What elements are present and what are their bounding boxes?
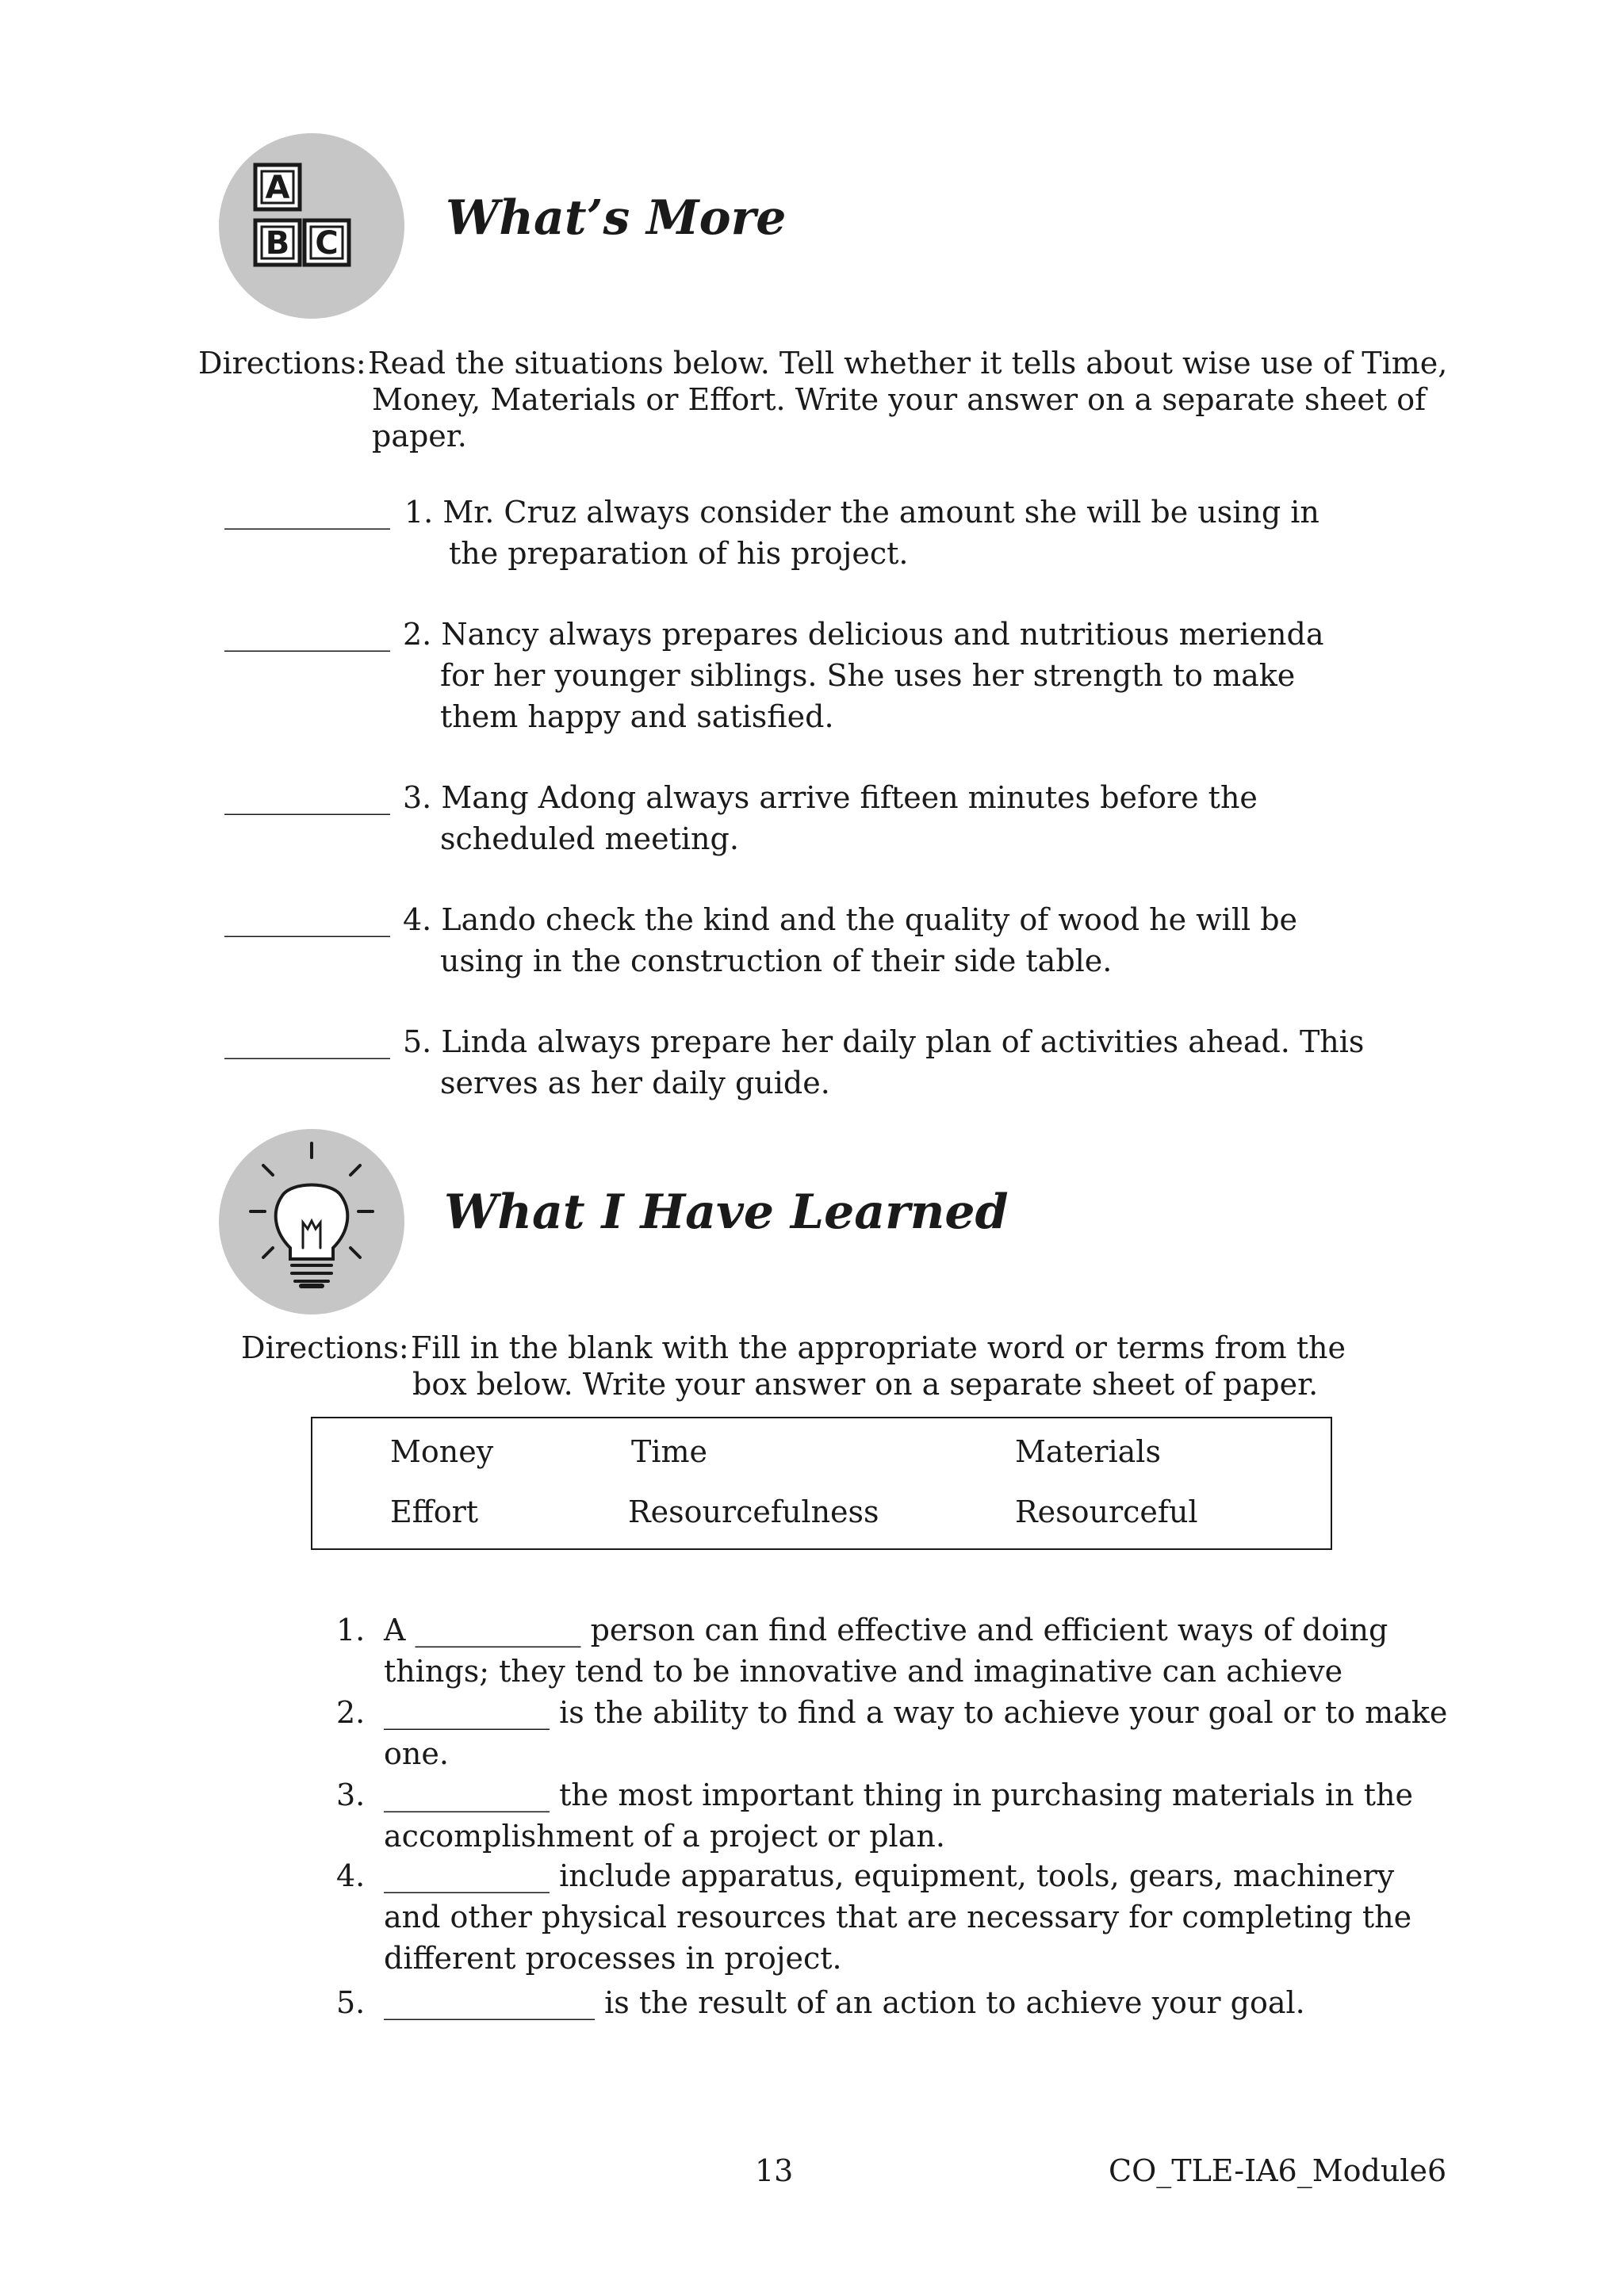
word-materials: Materials <box>1015 1434 1161 1469</box>
fill-blank-item: ___________ the most important thing in purchasing materials in the <box>384 1777 1413 1812</box>
fill-blank-item: ______________ is the result of an action to achieve your goal. <box>384 1985 1305 2020</box>
item-number: 4. <box>336 1858 366 1893</box>
word-effort: Effort <box>390 1494 479 1529</box>
fill-blank-item: ___________ is the ability to find a way to achieve your goal or to make <box>384 1695 1448 1730</box>
situation-item: 3. Mang Adong always arrive fifteen minutes before the <box>403 780 1258 815</box>
abc-blocks-icon <box>219 133 404 319</box>
whats-more-directions-line: Money, Materials or Effort. Write your answer on a separate sheet of <box>372 382 1427 417</box>
word-money: Money <box>390 1434 494 1469</box>
situation-item: 2. Nancy always prepares delicious and nutritious merienda <box>403 617 1324 652</box>
situation-item-continued: for her younger siblings. She uses her strength to make <box>440 658 1296 693</box>
situation-item-continued: using in the construction of their side table. <box>440 943 1113 978</box>
situation-item-continued: the preparation of his project. <box>449 536 909 571</box>
answer-blank[interactable]: ___________ <box>224 495 390 530</box>
situation-item: 4. Lando check the kind and the quality of wood he will be <box>403 902 1298 937</box>
word-time: Time <box>631 1434 708 1469</box>
whats-more-directions-label: Directions: <box>198 346 366 381</box>
learned-directions-label: Directions: <box>241 1330 409 1365</box>
icon-letter-b: B <box>265 225 290 262</box>
item-number: 3. <box>336 1777 366 1812</box>
module-code: CO_TLE-IA6_Module6 <box>1109 2153 1447 2188</box>
fill-blank-item: A ___________ person can find effective and efficient ways of doing <box>384 1613 1388 1647</box>
fill-blank-item-continued: and other physical resources that are necessary for completing the <box>384 1900 1412 1934</box>
whats-more-directions-line: paper. <box>372 419 467 453</box>
whats-more-directions-line: Read the situations below. Tell whether it tells about wise use of Time, <box>368 346 1448 381</box>
situation-item-continued: serves as her daily guide. <box>440 1066 830 1100</box>
icon-letter-a: A <box>265 170 290 206</box>
icon-letter-c: C <box>315 225 339 262</box>
answer-blank[interactable]: ___________ <box>224 1024 390 1059</box>
page-number: 13 <box>755 2153 794 2188</box>
word-resourcefulness: Resourcefulness <box>628 1494 879 1529</box>
answer-blank[interactable]: ___________ <box>224 617 390 652</box>
item-number: 5. <box>336 1985 366 2020</box>
situation-item: 1. Mr. Cruz always consider the amount she will be using in <box>404 495 1320 530</box>
word-resourceful: Resourceful <box>1015 1494 1198 1529</box>
answer-blank[interactable]: ___________ <box>224 780 390 815</box>
situation-item: 5. Linda always prepare her daily plan of activities ahead. This <box>403 1024 1365 1059</box>
item-number: 2. <box>336 1695 366 1730</box>
word-bank-box <box>311 1417 1332 1550</box>
fill-blank-item-continued: things; they tend to be innovative and imaginative can achieve <box>384 1654 1343 1689</box>
item-number: 1. <box>336 1613 366 1647</box>
what-i-have-learned-title: What I Have Learned <box>444 1184 1009 1240</box>
whats-more-title: What’s More <box>446 190 787 246</box>
fill-blank-item-continued: different processes in project. <box>384 1941 842 1976</box>
fill-blank-item: ___________ include apparatus, equipment, tools, gears, machinery <box>384 1858 1395 1893</box>
answer-blank[interactable]: ___________ <box>224 902 390 937</box>
learned-directions-line: Fill in the blank with the appropriate word or terms from the <box>411 1330 1346 1365</box>
fill-blank-item-continued: accomplishment of a project or plan. <box>384 1819 945 1854</box>
situation-item-continued: them happy and satisfied. <box>440 699 834 734</box>
situation-item-continued: scheduled meeting. <box>440 821 739 856</box>
lightbulb-icon <box>219 1129 404 1314</box>
learned-directions-line: box below. Write your answer on a separate sheet of paper. <box>412 1367 1319 1402</box>
fill-blank-item-continued: one. <box>384 1736 449 1771</box>
